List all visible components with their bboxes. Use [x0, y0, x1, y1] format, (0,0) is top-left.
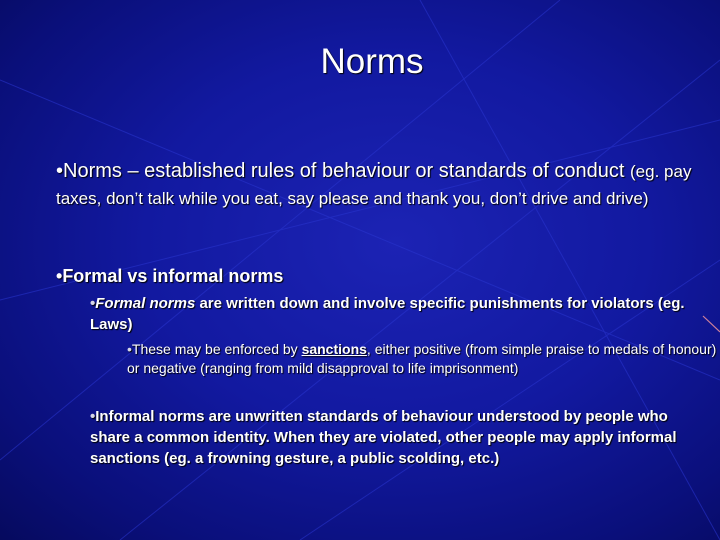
norms-definition: established rules of behaviour or standards of conduct: [144, 160, 625, 182]
accent-line: [703, 316, 720, 332]
bullet-marker: •: [127, 341, 132, 357]
norms-term: Norms: [63, 160, 122, 182]
sanctions-text-after: , either positive (from simple praise to medals of honour) or negative (ranging from mild disapproval to life imprisonment): [127, 341, 717, 376]
norms-examples: (eg. pay taxes, don’t talk while you eat, say please and thank you, don’t drive and drive): [56, 162, 692, 208]
bullet-norms: [56, 158, 706, 212]
bullet-marker: •: [56, 266, 63, 286]
dash: –: [127, 160, 139, 182]
sub-bullet-formal-norms: [90, 293, 700, 335]
slide-title: Norms: [320, 42, 424, 81]
sub-bullet-informal-norms: [90, 406, 700, 469]
informal-norms-text: Informal norms are unwritten standards of behaviour understood by people who share a common identity. When they are violated, other people may apply informal sanctions (eg. a frowning gesture, a public scolding, etc.): [90, 408, 677, 467]
sanctions-term: sanctions: [301, 341, 367, 357]
formal-norms-text: are written down and involve specific punishments for violators (eg. Laws): [90, 295, 685, 333]
bullet-formal-vs-informal-text: Formal vs informal norms: [62, 266, 284, 286]
formal-norms-term: Formal norms: [95, 295, 196, 312]
sub-sub-bullet-sanctions: [127, 340, 717, 378]
bullet-marker: •: [90, 295, 96, 312]
bullet-formal-vs-informal: [56, 264, 706, 288]
bullet-marker: •: [56, 160, 64, 182]
sanctions-text-before: These may be enforced by: [131, 341, 298, 357]
bullet-marker: •: [90, 408, 96, 425]
